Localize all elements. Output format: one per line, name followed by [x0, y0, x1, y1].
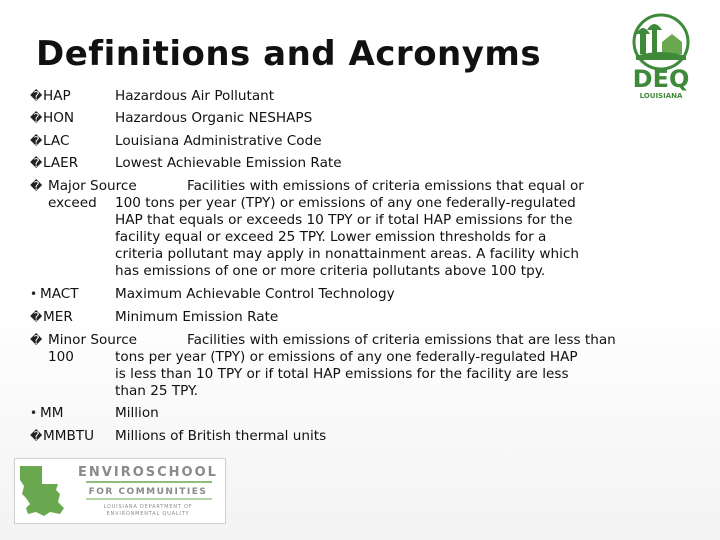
definition: Hazardous Organic NESHAPS: [115, 110, 313, 126]
for-communities-text: FOR COMMUNITIES: [88, 487, 208, 497]
definition-line: 100: [48, 349, 74, 365]
definition-line: than 25 TPY.: [115, 383, 198, 399]
definition: Lowest Achievable Emission Rate: [115, 155, 342, 171]
deq-logo-text: DEQ: [632, 65, 690, 93]
bullet-icon: �: [30, 429, 43, 443]
major-source-continuation: [115, 212, 579, 280]
bullet-icon: �: [30, 310, 43, 324]
term: LAER: [43, 155, 79, 171]
definition: Million: [115, 405, 159, 421]
bullet-icon: �: [30, 156, 43, 170]
term: Minor Source: [48, 332, 138, 348]
definition-line: 100 tons per year (TPY) or emissions of any one federally-regulated: [115, 195, 576, 211]
definition-line: Facilities with emissions of criteria emissions that equal or: [187, 178, 584, 194]
term: MACT: [40, 286, 79, 302]
definition: Millions of British thermal units: [115, 428, 327, 444]
enviroschool-text: ENVIROSCHOOL: [78, 465, 218, 480]
definition: Hazardous Air Pollutant: [115, 88, 275, 104]
bullet-icon: •: [30, 287, 38, 301]
definition-line: has emissions of one or more criteria pollutants above 100 tpy.: [115, 263, 546, 279]
term: HON: [43, 110, 75, 126]
definition-line: tons per year (TPY) or emissions of any one federally-regulated HAP: [115, 349, 578, 365]
definition-line: criteria pollutant may apply in nonattainment areas. A facility which: [115, 246, 579, 262]
bullet-icon: �: [30, 89, 43, 103]
definition-line: exceed: [48, 195, 97, 211]
bullet-icon: �: [30, 179, 43, 193]
definition: Louisiana Administrative Code: [115, 133, 322, 149]
department-text: LOUISIANA DEPARTMENT OF: [103, 504, 193, 510]
enviroschool-logo: [14, 458, 226, 524]
definition-line: facility equal or exceed 25 TPY. Lower emission thresholds for a: [115, 229, 547, 245]
bullet-icon: �: [30, 111, 43, 125]
term: HAP: [43, 88, 71, 104]
term: MER: [43, 309, 73, 325]
environmental-quality-text: ENVIRONMENTAL QUALITY: [106, 511, 190, 517]
term: Major Source: [48, 178, 137, 194]
deq-logo-subtext: LOUISIANA: [639, 92, 683, 100]
definition-line: HAP that equals or exceeds 10 TPY or if total HAP emissions for the: [115, 212, 573, 228]
slide-title: Definitions and Acronyms: [36, 34, 542, 74]
term: LAC: [43, 133, 70, 149]
term: MMBTU: [43, 428, 95, 444]
definition-line: Facilities with emissions of criteria emissions that are less than: [187, 332, 616, 348]
term: MM: [40, 405, 64, 421]
definition: Minimum Emission Rate: [115, 309, 279, 325]
definition: Maximum Achievable Control Technology: [115, 286, 395, 302]
definition-line: is less than 10 TPY or if total HAP emissions for the facility are less: [115, 366, 569, 382]
bullet-icon: •: [30, 406, 38, 420]
bullet-icon: �: [30, 333, 43, 347]
minor-source-continuation: [115, 366, 569, 400]
bullet-icon: �: [30, 134, 43, 148]
